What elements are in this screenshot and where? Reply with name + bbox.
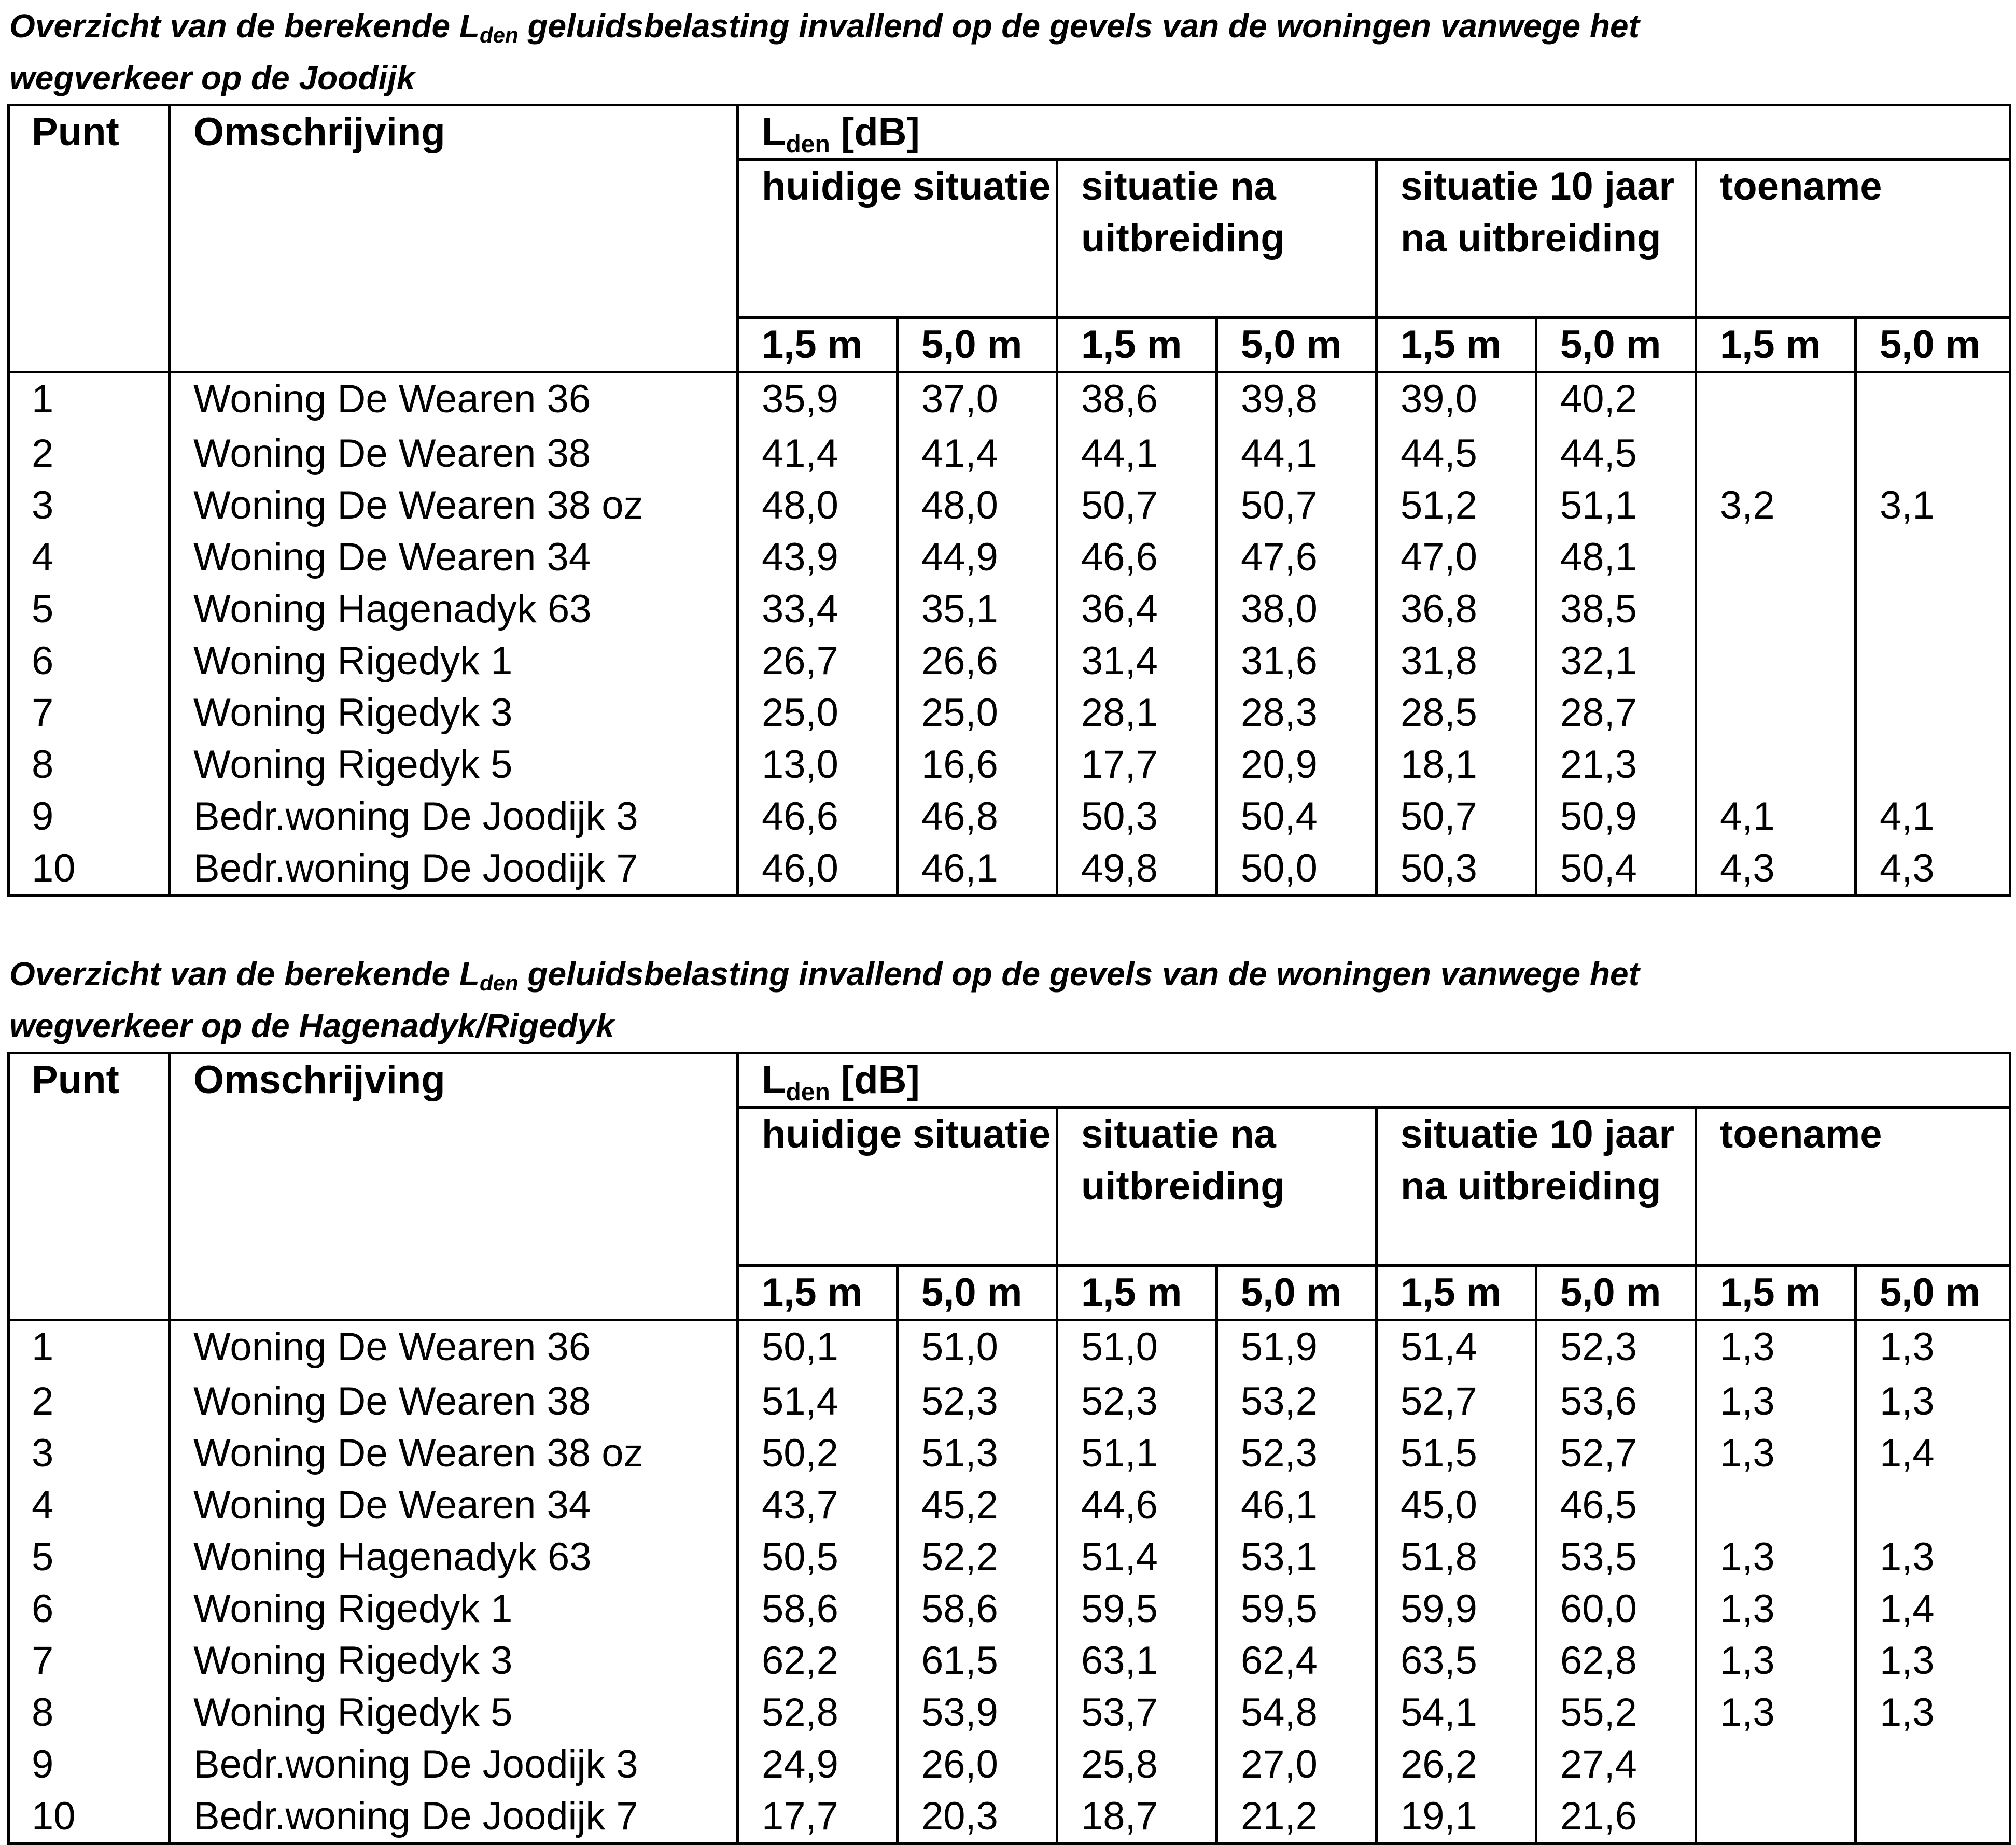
cell-value: 60,0: [1536, 1583, 1696, 1635]
cell-omschrijving: Woning Hagenadyk 63: [170, 583, 738, 635]
cell-value: 53,6: [1536, 1376, 1696, 1428]
cell-value: 32,1: [1536, 635, 1696, 687]
cell-value: 41,4: [898, 428, 1057, 480]
cell-value: 51,4: [738, 1376, 898, 1428]
cell-value: 28,5: [1377, 687, 1536, 739]
header-group: huidige situatie: [738, 160, 1057, 318]
cell-value: 1,3: [1696, 1376, 1856, 1428]
cell-omschrijving: Woning De Wearen 36: [170, 372, 738, 428]
table-row: [9, 532, 2010, 583]
cell-value: 1,4: [1856, 1428, 2010, 1479]
cell-value: 51,3: [898, 1428, 1057, 1479]
table-row: [9, 480, 2010, 532]
cell-punt: 6: [9, 1583, 170, 1635]
table-row: [9, 1320, 2010, 1376]
cell-value: 50,1: [738, 1320, 898, 1376]
cell-value: 16,6: [898, 739, 1057, 791]
cell-value: 50,7: [1377, 791, 1536, 843]
cell-value: 51,4: [1057, 1531, 1217, 1583]
cell-value: 4,3: [1696, 843, 1856, 896]
cell-value: 53,2: [1217, 1376, 1377, 1428]
cell-value: 1,3: [1696, 1320, 1856, 1376]
cell-value: [1696, 583, 1856, 635]
cell-value: 43,7: [738, 1479, 898, 1531]
table-row: [9, 372, 2010, 428]
cell-omschrijving: Woning Rigedyk 1: [170, 1583, 738, 1635]
cell-value: 44,1: [1057, 428, 1217, 480]
cell-value: 44,5: [1377, 428, 1536, 480]
caption-text: Overzicht van de berekende L: [9, 955, 480, 993]
cell-value: 4,3: [1856, 843, 2010, 896]
table-row: [9, 1531, 2010, 1583]
noise-table: [7, 1052, 2011, 1845]
cell-value: 26,2: [1377, 1739, 1536, 1791]
cell-value: 59,9: [1377, 1583, 1536, 1635]
table-row: [9, 1479, 2010, 1531]
lden-unit: [dB]: [830, 110, 920, 154]
cell-value: 51,5: [1377, 1428, 1536, 1479]
cell-punt: 3: [9, 480, 170, 532]
cell-value: 35,1: [898, 583, 1057, 635]
cell-punt: 9: [9, 791, 170, 843]
cell-value: 46,8: [898, 791, 1057, 843]
cell-value: 1,3: [1696, 1583, 1856, 1635]
cell-value: 38,0: [1217, 583, 1377, 635]
cell-value: 52,7: [1536, 1428, 1696, 1479]
cell-value: 1,3: [1696, 1531, 1856, 1583]
cell-value: 36,4: [1057, 583, 1217, 635]
cell-value: 18,7: [1057, 1791, 1217, 1844]
header-height: 1,5 m: [1057, 1266, 1217, 1320]
cell-punt: 8: [9, 739, 170, 791]
cell-value: 62,2: [738, 1635, 898, 1687]
header-height: 1,5 m: [738, 1266, 898, 1320]
cell-value: [1696, 687, 1856, 739]
cell-value: 50,4: [1217, 791, 1377, 843]
lden-subscript: den: [786, 131, 830, 158]
cell-value: [1696, 1479, 1856, 1531]
cell-value: 1,3: [1696, 1635, 1856, 1687]
table-section-1: [7, 0, 2009, 897]
cell-value: 1,3: [1856, 1687, 2010, 1739]
cell-value: [1696, 1791, 1856, 1844]
cell-value: 3,2: [1696, 480, 1856, 532]
header-height: 1,5 m: [1377, 318, 1536, 372]
cell-omschrijving: Woning De Wearen 36: [170, 1320, 738, 1376]
cell-value: 46,6: [1057, 532, 1217, 583]
cell-value: 38,6: [1057, 372, 1217, 428]
cell-value: 59,5: [1057, 1583, 1217, 1635]
cell-value: 58,6: [898, 1583, 1057, 1635]
caption-subscript: den: [480, 23, 519, 47]
cell-value: 4,1: [1856, 791, 2010, 843]
header-group: situatie 10 jaar na uitbreiding: [1377, 1108, 1696, 1266]
cell-value: 18,1: [1377, 739, 1536, 791]
cell-value: 43,9: [738, 532, 898, 583]
cell-value: 50,7: [1217, 480, 1377, 532]
cell-punt: 7: [9, 687, 170, 739]
header-omschrijving: Omschrijving: [170, 105, 738, 372]
cell-value: 47,0: [1377, 532, 1536, 583]
cell-value: 55,2: [1536, 1687, 1696, 1739]
cell-punt: 1: [9, 372, 170, 428]
table-row: [9, 1376, 2010, 1428]
cell-value: 63,5: [1377, 1635, 1536, 1687]
cell-value: [1856, 739, 2010, 791]
cell-value: 52,8: [738, 1687, 898, 1739]
cell-value: 1,3: [1696, 1428, 1856, 1479]
cell-value: 41,4: [738, 428, 898, 480]
table-row: [9, 1428, 2010, 1479]
cell-value: 62,8: [1536, 1635, 1696, 1687]
cell-value: 24,9: [738, 1739, 898, 1791]
header-height: 5,0 m: [898, 1266, 1057, 1320]
cell-value: [1856, 428, 2010, 480]
cell-value: 13,0: [738, 739, 898, 791]
header-lden: [738, 105, 2010, 160]
cell-value: [1856, 1791, 2010, 1844]
cell-value: 28,1: [1057, 687, 1217, 739]
header-height: 5,0 m: [1536, 318, 1696, 372]
table-row: [9, 739, 2010, 791]
cell-value: 27,4: [1536, 1739, 1696, 1791]
cell-value: 31,6: [1217, 635, 1377, 687]
cell-value: 21,3: [1536, 739, 1696, 791]
noise-table: [7, 104, 2011, 897]
cell-value: [1696, 739, 1856, 791]
table-row: [9, 1583, 2010, 1635]
cell-value: 26,0: [898, 1739, 1057, 1791]
cell-value: 26,7: [738, 635, 898, 687]
cell-value: 3,1: [1856, 480, 2010, 532]
cell-value: 1,3: [1856, 1531, 2010, 1583]
table-row: [9, 843, 2010, 896]
lden-unit: [dB]: [830, 1058, 920, 1102]
cell-value: 51,8: [1377, 1531, 1536, 1583]
cell-punt: 10: [9, 843, 170, 896]
cell-value: 50,4: [1536, 843, 1696, 896]
cell-value: 51,9: [1217, 1320, 1377, 1376]
cell-value: 52,2: [898, 1531, 1057, 1583]
cell-value: [1856, 372, 2010, 428]
cell-value: 59,5: [1217, 1583, 1377, 1635]
header-group: toename: [1696, 1108, 2010, 1266]
header-height: 1,5 m: [1377, 1266, 1536, 1320]
cell-value: [1696, 635, 1856, 687]
table-row: [9, 1791, 2010, 1844]
table-row: [9, 635, 2010, 687]
caption-line-1: [9, 7, 1640, 45]
cell-value: 38,5: [1536, 583, 1696, 635]
cell-value: 58,6: [738, 1583, 898, 1635]
caption-subscript: den: [480, 971, 519, 995]
cell-value: 50,3: [1377, 843, 1536, 896]
header-row: [9, 1053, 2010, 1108]
header-group: toename: [1696, 160, 2010, 318]
caption-text: Overzicht van de berekende L: [9, 7, 480, 45]
cell-punt: 6: [9, 635, 170, 687]
cell-value: 17,7: [1057, 739, 1217, 791]
cell-value: 20,9: [1217, 739, 1377, 791]
cell-value: 21,6: [1536, 1791, 1696, 1844]
cell-value: 1,3: [1856, 1376, 2010, 1428]
cell-value: 31,8: [1377, 635, 1536, 687]
cell-value: 51,4: [1377, 1320, 1536, 1376]
cell-value: 44,6: [1057, 1479, 1217, 1531]
cell-omschrijving: Woning Rigedyk 1: [170, 635, 738, 687]
cell-value: 50,2: [738, 1428, 898, 1479]
cell-punt: 5: [9, 583, 170, 635]
cell-value: 52,3: [1217, 1428, 1377, 1479]
cell-omschrijving: Woning De Wearen 34: [170, 532, 738, 583]
cell-punt: 7: [9, 1635, 170, 1687]
cell-value: 53,5: [1536, 1531, 1696, 1583]
cell-value: [1856, 583, 2010, 635]
cell-omschrijving: Woning De Wearen 38: [170, 428, 738, 480]
cell-value: 44,1: [1217, 428, 1377, 480]
cell-value: 54,1: [1377, 1687, 1536, 1739]
cell-value: 27,0: [1217, 1739, 1377, 1791]
cell-omschrijving: Bedr.woning De Joodijk 3: [170, 791, 738, 843]
cell-value: 28,3: [1217, 687, 1377, 739]
cell-value: 46,6: [738, 791, 898, 843]
header-omschrijving: Omschrijving: [170, 1053, 738, 1320]
caption-line-1: [9, 955, 1640, 993]
cell-value: 46,0: [738, 843, 898, 896]
header-punt: Punt: [9, 105, 170, 372]
cell-value: 1,3: [1856, 1635, 2010, 1687]
cell-value: [1696, 428, 1856, 480]
table-caption: [7, 0, 2009, 104]
header-group: situatie na uitbreiding: [1057, 160, 1377, 318]
cell-omschrijving: Bedr.woning De Joodijk 7: [170, 843, 738, 896]
cell-value: [1696, 532, 1856, 583]
cell-value: 26,6: [898, 635, 1057, 687]
cell-omschrijving: Bedr.woning De Joodijk 7: [170, 1791, 738, 1844]
table-caption: [7, 948, 2009, 1052]
caption-text: geluidsbelasting invallend op de gevels van de woningen vanwege het: [518, 7, 1640, 45]
table-section-2: [7, 948, 2009, 1845]
caption-text: geluidsbelasting invallend op de gevels van de woningen vanwege het: [518, 955, 1640, 993]
cell-value: [1856, 1479, 2010, 1531]
cell-omschrijving: Bedr.woning De Joodijk 3: [170, 1739, 738, 1791]
header-height: 5,0 m: [1217, 1266, 1377, 1320]
cell-value: 53,7: [1057, 1687, 1217, 1739]
cell-omschrijving: Woning Rigedyk 3: [170, 687, 738, 739]
header-group: huidige situatie: [738, 1108, 1057, 1266]
cell-omschrijving: Woning Hagenadyk 63: [170, 1531, 738, 1583]
table-row: [9, 687, 2010, 739]
cell-value: 47,6: [1217, 532, 1377, 583]
cell-value: 48,0: [898, 480, 1057, 532]
cell-value: 50,0: [1217, 843, 1377, 896]
cell-punt: 4: [9, 532, 170, 583]
cell-value: [1856, 1739, 2010, 1791]
lden-symbol: L: [762, 110, 786, 154]
cell-value: 25,8: [1057, 1739, 1217, 1791]
cell-value: 51,0: [898, 1320, 1057, 1376]
cell-value: 62,4: [1217, 1635, 1377, 1687]
cell-omschrijving: Woning De Wearen 38 oz: [170, 1428, 738, 1479]
cell-value: 20,3: [898, 1791, 1057, 1844]
cell-punt: 2: [9, 428, 170, 480]
header-height: 5,0 m: [1536, 1266, 1696, 1320]
cell-value: 46,1: [898, 843, 1057, 896]
header-group: situatie na uitbreiding: [1057, 1108, 1377, 1266]
cell-value: 33,4: [738, 583, 898, 635]
cell-punt: 3: [9, 1428, 170, 1479]
cell-value: 4,1: [1696, 791, 1856, 843]
cell-punt: 1: [9, 1320, 170, 1376]
cell-value: 35,9: [738, 372, 898, 428]
cell-value: 25,0: [738, 687, 898, 739]
cell-value: 1,3: [1856, 1320, 2010, 1376]
caption-line-2: wegverkeer op de Joodijk: [9, 59, 415, 96]
cell-omschrijving: Woning Rigedyk 5: [170, 1687, 738, 1739]
header-height: 5,0 m: [1217, 318, 1377, 372]
cell-punt: 8: [9, 1687, 170, 1739]
cell-omschrijving: Woning Rigedyk 5: [170, 739, 738, 791]
cell-value: [1856, 635, 2010, 687]
cell-value: [1696, 1739, 1856, 1791]
cell-value: 17,7: [738, 1791, 898, 1844]
cell-value: 52,3: [1536, 1320, 1696, 1376]
cell-value: 51,1: [1057, 1428, 1217, 1479]
cell-omschrijving: Woning De Wearen 38 oz: [170, 480, 738, 532]
table-row: [9, 1635, 2010, 1687]
cell-value: 36,8: [1377, 583, 1536, 635]
table-row: [9, 1687, 2010, 1739]
cell-value: 1,4: [1856, 1583, 2010, 1635]
cell-value: 50,7: [1057, 480, 1217, 532]
lden-subscript: den: [786, 1079, 830, 1106]
cell-value: 50,3: [1057, 791, 1217, 843]
cell-omschrijving: Woning De Wearen 38: [170, 1376, 738, 1428]
cell-punt: 9: [9, 1739, 170, 1791]
cell-value: 49,8: [1057, 843, 1217, 896]
cell-value: 48,0: [738, 480, 898, 532]
cell-value: 31,4: [1057, 635, 1217, 687]
header-punt: Punt: [9, 1053, 170, 1320]
header-height: 5,0 m: [1856, 1266, 2010, 1320]
cell-value: 63,1: [1057, 1635, 1217, 1687]
cell-value: 53,1: [1217, 1531, 1377, 1583]
cell-value: 45,0: [1377, 1479, 1536, 1531]
cell-value: 51,0: [1057, 1320, 1217, 1376]
cell-value: 21,2: [1217, 1791, 1377, 1844]
cell-value: 44,5: [1536, 428, 1696, 480]
cell-value: [1696, 372, 1856, 428]
cell-value: 1,3: [1696, 1687, 1856, 1739]
header-row: [9, 105, 2010, 160]
cell-value: 46,5: [1536, 1479, 1696, 1531]
header-height: 1,5 m: [1057, 318, 1217, 372]
header-height: 1,5 m: [1696, 1266, 1856, 1320]
cell-value: 25,0: [898, 687, 1057, 739]
table-row: [9, 1739, 2010, 1791]
cell-value: 37,0: [898, 372, 1057, 428]
cell-value: 52,3: [1057, 1376, 1217, 1428]
table-row: [9, 583, 2010, 635]
cell-value: 44,9: [898, 532, 1057, 583]
cell-value: 53,9: [898, 1687, 1057, 1739]
cell-punt: 2: [9, 1376, 170, 1428]
cell-value: 50,9: [1536, 791, 1696, 843]
header-height: 1,5 m: [1696, 318, 1856, 372]
cell-punt: 10: [9, 1791, 170, 1844]
cell-value: 45,2: [898, 1479, 1057, 1531]
cell-value: 39,8: [1217, 372, 1377, 428]
cell-value: 52,3: [898, 1376, 1057, 1428]
cell-value: 52,7: [1377, 1376, 1536, 1428]
cell-value: 46,1: [1217, 1479, 1377, 1531]
table-row: [9, 428, 2010, 480]
cell-value: 61,5: [898, 1635, 1057, 1687]
lden-symbol: L: [762, 1058, 786, 1102]
cell-value: 39,0: [1377, 372, 1536, 428]
header-height: 1,5 m: [738, 318, 898, 372]
header-height: 5,0 m: [1856, 318, 2010, 372]
cell-value: [1856, 687, 2010, 739]
cell-value: 50,5: [738, 1531, 898, 1583]
cell-value: 28,7: [1536, 687, 1696, 739]
cell-value: 19,1: [1377, 1791, 1536, 1844]
cell-punt: 4: [9, 1479, 170, 1531]
header-lden: [738, 1053, 2010, 1108]
cell-value: 54,8: [1217, 1687, 1377, 1739]
cell-value: 51,2: [1377, 480, 1536, 532]
cell-value: 51,1: [1536, 480, 1696, 532]
cell-omschrijving: Woning Rigedyk 3: [170, 1635, 738, 1687]
cell-omschrijving: Woning De Wearen 34: [170, 1479, 738, 1531]
header-height: 5,0 m: [898, 318, 1057, 372]
cell-value: [1856, 532, 2010, 583]
cell-punt: 5: [9, 1531, 170, 1583]
header-group: situatie 10 jaar na uitbreiding: [1377, 160, 1696, 318]
cell-value: 40,2: [1536, 372, 1696, 428]
cell-value: 48,1: [1536, 532, 1696, 583]
table-row: [9, 791, 2010, 843]
caption-line-2: wegverkeer op de Hagenadyk/Rigedyk: [9, 1007, 614, 1044]
